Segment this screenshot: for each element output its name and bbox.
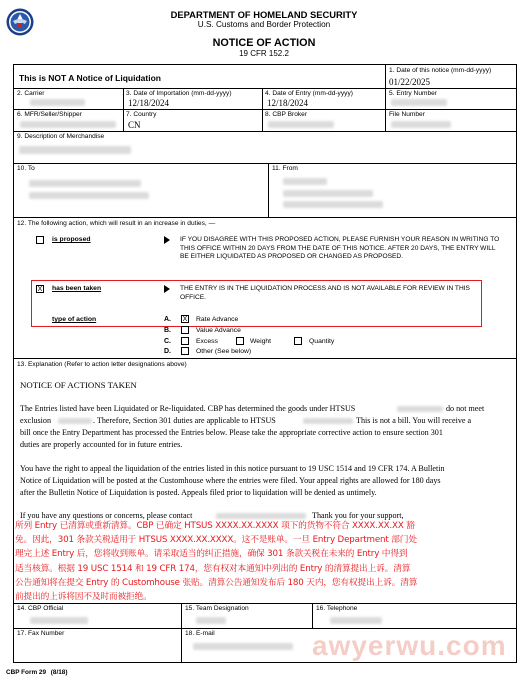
email-label: 18. E-mail — [185, 630, 215, 637]
import-date-label: 3. Date of Importation (mm-dd-yyyy) — [126, 90, 232, 97]
arrow-right-icon — [164, 236, 170, 244]
description-label: 9. Description of Merchandise — [17, 133, 105, 140]
option-c-letter: C. — [164, 338, 171, 345]
other-checkbox[interactable] — [181, 347, 189, 355]
explanation-label: 13. Explanation (Refer to action letter designations above) — [17, 361, 187, 368]
excess-label: Excess — [196, 338, 218, 345]
form-number — [6, 669, 68, 676]
explanation-line: This is not a bill. You will receive a — [356, 416, 472, 425]
mfr-redacted — [20, 121, 116, 128]
email-redacted — [193, 643, 293, 650]
other-label: Other (See below) — [196, 348, 252, 355]
translation-line: 公告通知将在提交 Entry 的 Customhouse 张贴。清算公告通知发布后 180 天内，您有权提出上诉。清算 — [15, 578, 418, 588]
explanation-line: exclusion — [20, 416, 52, 425]
weight-label: Weight — [250, 338, 272, 345]
htsus-redacted-2 — [303, 418, 353, 424]
excess-checkbox[interactable] — [181, 337, 189, 345]
from-label: 11. From — [272, 165, 298, 172]
sub-agency-name: U.S. Customs and Border Protection — [197, 20, 331, 29]
explanation-line: after the Bulletin Notice of Liquidation is posted. Appeals filed prior to liquidation will be denied as untimely. — [20, 488, 377, 497]
taken-instructions: THE ENTRY IS IN THE LIQUIDATION PROCESS AND IS NOT AVAILABLE FOR REVIEW IN THIS OFFICE. — [180, 285, 470, 301]
entry-number-label: 5. Entry Number — [389, 90, 438, 97]
rate-advance-label: Rate Advance — [196, 316, 239, 323]
value-advance-checkbox[interactable] — [181, 326, 189, 334]
cbp-official-label: 14. CBP Official — [17, 605, 64, 612]
carrier-redacted — [30, 99, 85, 106]
translation-line: 免。因此，301 条款关税适用于 HTSUS XXXX.XX.XXXX。这不是账单。一旦 Entry Department 部门处 — [15, 535, 417, 545]
telephone-redacted — [330, 617, 382, 624]
date-of-notice-value: 01/22/2025 — [389, 77, 431, 87]
carrier-label: 2. Carrier — [17, 90, 45, 97]
official-redacted — [30, 617, 88, 624]
from-redacted-3 — [283, 201, 383, 208]
translation-line: 理完上述 Entry 后，您将收到账单。请采取适当的纠正措施，确保 301 条款关税在未来的 Entry 中得到 — [15, 549, 408, 559]
regulation: 19 CFR 152.2 — [239, 49, 289, 58]
fax-label: 17. Fax Number — [17, 630, 65, 637]
explanation-line: bill once the Entry Department has processed the Entries below. Please take the appropriate corrective action to ensure section 301 — [20, 428, 443, 437]
team-redacted — [196, 617, 226, 624]
translation-line: 所列 Entry 已清算或重新清算。CBP 已确定 HTSUS XXXX.XX.XXXX 项下的货物不符合 XXXX.XX.XX 豁 — [15, 521, 415, 531]
exclusion-redacted — [58, 418, 92, 424]
htsus-redacted-1 — [397, 406, 443, 412]
form-title: NOTICE OF ACTION — [212, 37, 316, 49]
weight-checkbox[interactable] — [236, 337, 244, 345]
team-designation-label: 15. Team Designation — [185, 605, 249, 612]
entry-number-redacted — [391, 99, 447, 106]
explanation-line: The Entries listed have been Liquidated or Re-liquidated. CBP has determined the goods under HTSUS — [20, 404, 356, 413]
explanation-heading: NOTICE OF ACTIONS TAKEN — [20, 380, 137, 390]
to-label: 10. To — [17, 165, 35, 172]
entry-date-label: 4. Date of Entry (mm-dd-yyyy) — [265, 90, 353, 97]
to-redacted-1 — [29, 180, 141, 187]
explanation-line: duties are properly accounted for in future entries. — [20, 440, 183, 449]
option-d-letter: D. — [164, 348, 171, 355]
is-proposed-checkbox[interactable] — [36, 236, 44, 244]
type-of-action-label: type of action — [52, 316, 97, 323]
file-number-redacted — [391, 121, 451, 128]
is-proposed-label: is proposed — [52, 236, 91, 243]
value-advance-label: Value Advance — [196, 327, 241, 334]
country-value: CN — [128, 120, 141, 130]
explanation-line: Notice of Liquidation will be posted at the Customhouse where the entries were filed. Your appeal rights are allowed for 180 days — [20, 476, 441, 485]
rate-advance-checkbox[interactable]: X — [182, 316, 188, 323]
translation-line: 适当核算。根据 19 USC 1514 和 19 CFR 174，您有权对本通知中列出的 Entry 的清算提出上诉。清算 — [15, 564, 411, 574]
entry-date-value: 12/18/2024 — [267, 98, 309, 108]
import-date-value: 12/18/2024 — [128, 98, 170, 108]
description-redacted — [19, 146, 131, 154]
broker-redacted — [268, 121, 334, 128]
option-b-letter: B. — [164, 327, 171, 334]
explanation-line: Thank you for your support, — [312, 511, 404, 520]
country-label: 7. Country — [126, 111, 157, 118]
not-liquidation-notice: This is NOT A Notice of Liquidation — [19, 73, 161, 83]
action-intro: 12. The following action, which will result in an increase in duties, — — [17, 220, 216, 227]
file-number-label: File Number — [389, 111, 425, 118]
has-been-taken-checkbox[interactable]: X — [37, 286, 43, 293]
option-a-letter: A. — [164, 316, 171, 323]
explanation-line: . Therefore, Section 301 duties are applicable to HTSUS — [93, 416, 276, 425]
form-number-text: CBP Form 29 — [6, 669, 47, 676]
mfr-label: 6. MFR/Seller/Shipper — [17, 111, 82, 118]
form-date-text: (8/18) — [50, 669, 68, 676]
arrow-right-icon — [164, 285, 170, 293]
date-of-notice-label: 1. Date of this notice (mm-dd-yyyy) — [389, 67, 492, 74]
quantity-label: Quantity — [309, 338, 335, 345]
telephone-label: 16. Telephone — [316, 605, 358, 612]
has-been-taken-label: has been taken — [52, 285, 102, 292]
from-redacted-1 — [283, 178, 327, 185]
broker-label: 8. CBP Broker — [265, 111, 308, 118]
watermark-text: awyerwu.com — [312, 630, 507, 661]
to-redacted-2 — [29, 192, 149, 199]
translation-line: 前提出的上诉将因不及时而被拒绝。 — [15, 592, 152, 602]
quantity-checkbox[interactable] — [294, 337, 302, 345]
explanation-line: You have the right to appeal the liquidation of the entries listed in this notice pursuant to 19 USC 1514 and 19 CFR 174. A Bulletin — [20, 464, 445, 473]
from-redacted-2 — [283, 190, 373, 197]
agency-name: DEPARTMENT OF HOMELAND SECURITY — [170, 9, 358, 20]
explanation-line: If you have any questions or concerns, please contact — [20, 511, 193, 520]
explanation-line: do not meet — [446, 404, 485, 413]
proposed-instructions: IF YOU DISAGREE WITH THIS PROPOSED ACTION, PLEASE FURNISH YOUR REASON IN WRITING TO THIS OFFICE WITHIN 20 DAYS FROM THE DATE OF THIS NOTICE. AFTER 20 DAYS, THE ENTRY WILL BE EITHER LIQUIDATED AS PROPOSED OR CHANGED AS PROPOSED. — [180, 236, 500, 261]
